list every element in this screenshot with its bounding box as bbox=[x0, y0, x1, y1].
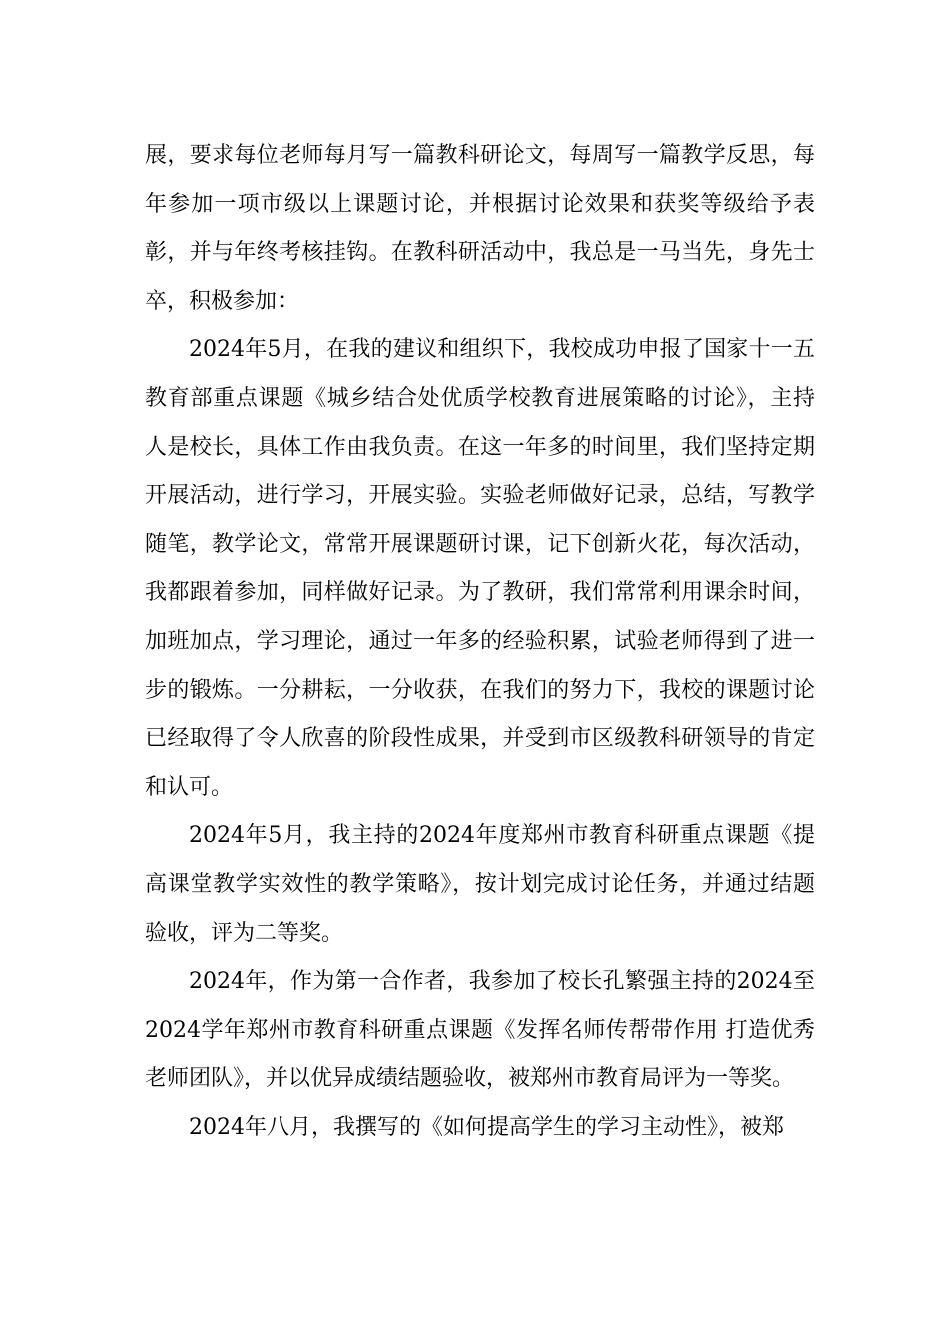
paragraph-cooperation-project: 2024年，作为第一合作者，我参加了校长孔繁强主持的2024至2024学年郑州市教育科研重点课题《发挥名师传帮带作用 打造优秀老师团队》，并以优异成绩结题验收，被郑州市教育局评为一等奖。 bbox=[145, 969, 815, 1092]
document-body bbox=[145, 132, 815, 1152]
paragraph-august-paper: 2024年八月，我撰写的《如何提高学生的学习主动性》，被郑 bbox=[189, 1114, 784, 1140]
paragraph-continuation: 展，要求每位老师每月写一篇教科研论文，每周写一篇教学反思，每年参加一项市级以上课题讨论，并根据讨论效果和获奖等级给予表彰，并与年终考核挂钩。在教科研活动中，我总是一马当先，身先士卒，积极参加： bbox=[145, 143, 815, 314]
paragraph-zhengzhou-key-project: 2024年5月，我主持的2024年度郑州市教育科研重点课题《提高课堂教学实效性的教学策略》，按计划完成讨论任务，并通过结题验收，评为二等奖。 bbox=[145, 823, 815, 946]
paragraph-research-project-2024-may: 2024年5月，在我的建议和组织下，我校成功申报了国家十一五教育部重点课题《城乡结合处优质学校教育进展策略的讨论》，主持人是校长，具体工作由我负责。在这一年多的时间里，我们坚持定期开展活动，进行学习，开展实验。实验老师做好记录，总结，写教学随笔，教学论文，常常开展课题研讨课，记下创新火花，每次活动，我都跟着参加，同样做好记录。为了教研，我们常常利用课余时间，加班加点，学习理论，通过一年多的经验积累，试验老师得到了进一步的锻炼。一分耕耘，一分收获，在我们的努力下，我校的课题讨论已经取得了令人欣喜的阶段性成果，并受到市区级教科研领导的肯定和认可。 bbox=[145, 337, 815, 800]
